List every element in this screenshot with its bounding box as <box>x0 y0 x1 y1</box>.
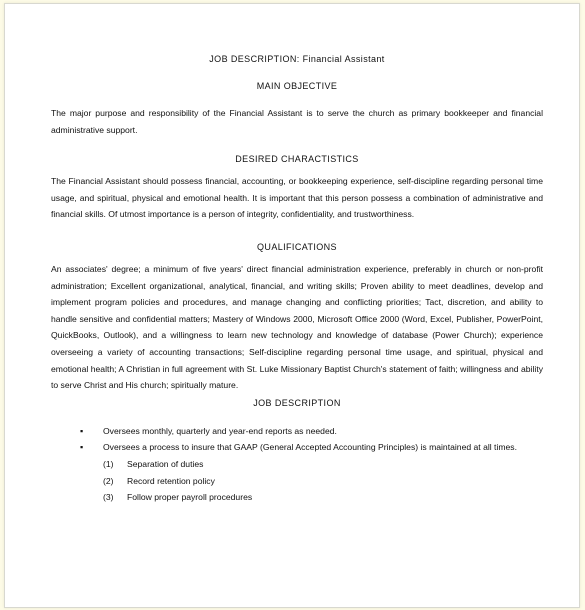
list-item <box>51 473 543 490</box>
list-item-text: Oversees monthly, quarterly and year-end reports as needed. <box>103 425 337 436</box>
list-item-number: (2) <box>103 475 114 486</box>
list-item <box>51 423 543 440</box>
section-heading-main-objective: MAIN OBJECTIVE <box>256 81 338 91</box>
list-item <box>51 489 543 506</box>
bullet-icon: ▪ <box>80 425 84 436</box>
document-page <box>4 3 580 608</box>
list-item <box>51 456 543 473</box>
desired-characteristics-text: The Financial Assistant should possess financial, accounting, or bookkeeping experience, self-discipline regarding personal time usage, and spiritual, physical and emotional health. It is important that this person possess a combination of administrative and financial skills. Of utmost importance is a person of integrity, confidentiality, and trustworthiness. <box>51 176 543 220</box>
job-description-bullet-list <box>51 423 543 456</box>
section-heading-desired-characteristics: DESIRED CHARACTISTICS <box>235 154 359 165</box>
section-heading-qualifications: QUALIFICATIONS <box>257 241 337 252</box>
qualifications-text: An associates' degree; a minimum of five years' direct financial administration experience, preferably in church or non-profit administration; Excellent organizational, analytical, financial, and writing skills; Proven ability to meet deadlines, develop and implement program policies and procedures, and manage changing and conflicting priorities; Tact, discretion, and ability to handle sensitive and confidential matters; Mastery of Windows 2000, Microsoft Office 2000 (Word, Excel, Publisher, PowerPoint, QuickBooks, Outlook), and a willingness to learn new technology and knowledge of database (Power Church); experience overseeing a variety of accounting transactions; Self-discipline regarding personal time usage, and spiritual, physical and emotional health; A Christian in full agreement with St. Luke Missionary Baptist Church's statement of faith; willingness and ability to serve Christ and His church; spiritually mature. <box>51 263 543 391</box>
job-description-numbered-list <box>51 456 543 506</box>
list-item-number: (1) <box>103 458 114 469</box>
list-item-number: (3) <box>103 492 114 503</box>
list-item-text: Oversees a process to insure that GAAP (General Accepted Accounting Principles) is maintained at all times. <box>103 442 517 453</box>
main-objective-text: The major purpose and responsibility of the Financial Assistant is to serve the church as primary bookkeeper and financial administrative support. <box>51 108 543 135</box>
list-item-text: Follow proper payroll procedures <box>127 492 253 503</box>
list-item <box>51 439 543 456</box>
document-title: JOB DESCRIPTION: Financial Assistant <box>209 54 385 64</box>
list-item-text: Record retention policy <box>127 475 215 486</box>
bullet-icon: ▪ <box>80 442 84 453</box>
section-heading-job-description: JOB DESCRIPTION <box>253 397 341 408</box>
list-item-text: Separation of duties <box>127 458 204 469</box>
document-content <box>51 4 543 506</box>
